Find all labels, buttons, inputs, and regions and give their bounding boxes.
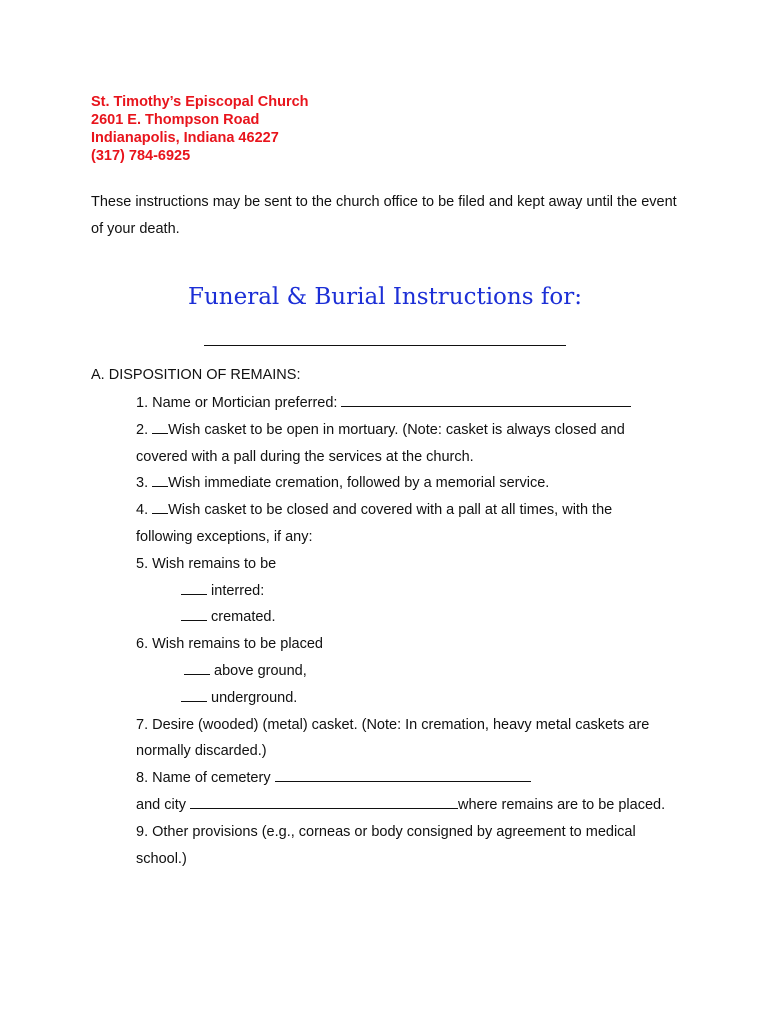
item-1 (136, 390, 696, 417)
interred-label: interred: (211, 582, 265, 599)
cemetery-blank[interactable] (275, 767, 531, 782)
item-8-city (136, 792, 696, 819)
item-3-number: 3. (136, 475, 153, 492)
item-2 (136, 417, 696, 444)
item-7: 7. Desire (wooded) (metal) casket. (Note: In cremation, heavy metal caskets are (136, 716, 650, 733)
cremated-blank[interactable] (181, 606, 207, 621)
item-1-label: 1. Name or Mortician preferred: (136, 395, 338, 411)
interred-blank[interactable] (181, 580, 207, 595)
item-5: 5. Wish remains to be (136, 555, 277, 572)
item-2-checkbox-blank[interactable] (152, 419, 168, 434)
item-3 (136, 470, 696, 497)
item-4-text: Wish casket to be closed and covered with a pall at all times, with the (168, 502, 613, 519)
church-city-state-zip: Indianapolis, Indiana 46227 (91, 130, 279, 146)
item-7-continued: normally discarded.) (136, 743, 267, 760)
item-2-continued: covered with a pall during the services at the church. (136, 448, 474, 465)
church-address-block (91, 93, 309, 165)
item-4-number: 4. (136, 502, 153, 519)
church-street: 2601 E. Thompson Road (91, 112, 260, 128)
item-8-city-suffix: where remains are to be placed. (457, 796, 666, 813)
item-6: 6. Wish remains to be placed (136, 636, 323, 653)
city-blank[interactable] (190, 794, 458, 809)
item-5-option-interred (136, 578, 696, 605)
form-title-text: Funeral & Burial Instructions for: (188, 284, 582, 310)
above-ground-blank[interactable] (184, 660, 210, 675)
underground-blank[interactable] (181, 687, 207, 702)
cremated-label: cremated. (211, 609, 276, 626)
item-8-label: 8. Name of cemetery (136, 770, 271, 787)
section-a-heading: A. DISPOSITION OF REMAINS: (91, 367, 301, 383)
church-phone: (317) 784-6925 (91, 148, 191, 164)
item-6-option-above-ground (136, 658, 696, 685)
item-4-checkbox-blank[interactable] (152, 499, 168, 514)
section-a-items (136, 390, 696, 872)
above-ground-label: above ground, (214, 662, 307, 679)
item-2-number: 2. (136, 421, 153, 438)
intro-paragraph: These instructions may be sent to the church office to be filed and kept away until the event of your death. (91, 194, 677, 237)
item-3-checkbox-blank[interactable] (152, 472, 168, 487)
item-9: 9. Other provisions (e.g., corneas or body consigned by agreement to medical (136, 823, 636, 840)
item-8 (136, 765, 696, 792)
item-9-continued: school.) (136, 850, 187, 867)
name-blank-line[interactable] (204, 345, 566, 346)
church-name: St. Timothy’s Episcopal Church (91, 94, 309, 110)
form-title (0, 282, 770, 312)
item-5-option-cremated (136, 604, 696, 631)
item-6-option-underground (136, 685, 696, 712)
item-4-continued: following exceptions, if any: (136, 528, 313, 545)
item-3-text: Wish immediate cremation, followed by a memorial service. (168, 475, 550, 492)
item-2-text: Wish casket to be open in mortuary. (Note: casket is always closed and (168, 421, 625, 438)
underground-label: underground. (211, 689, 298, 706)
item-4 (136, 497, 696, 524)
mortician-blank[interactable] (341, 392, 631, 407)
item-8-city-label: and city (136, 796, 186, 813)
